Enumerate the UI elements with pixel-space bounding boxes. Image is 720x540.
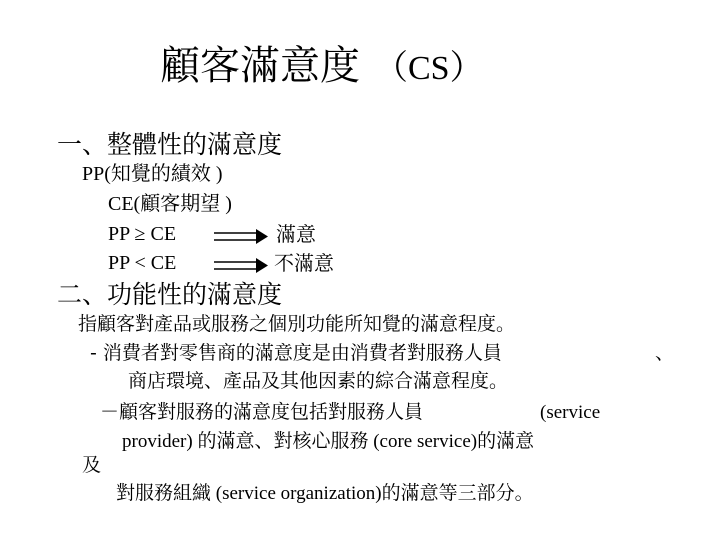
rule1-result: 滿意 [276, 222, 316, 246]
rule2-condition: PP < CE [108, 252, 177, 274]
title-suffix: （CS） [374, 50, 484, 87]
section2-heading: 二、功能性的滿意度 [57, 280, 283, 309]
point2-line3: 及 [82, 454, 102, 476]
section1-heading: 一、整體性的滿意度 [57, 130, 283, 159]
rule2-result: 不滿意 [274, 251, 334, 275]
ce-definition: CE(顧客期望 ) [108, 193, 232, 215]
point2-line2: provider) 的滿意、對核心服務 (core service)的滿意 [122, 431, 535, 452]
implies-arrow-icon [212, 258, 270, 274]
point1-comma: 、 [655, 342, 675, 364]
point1-line2: 商店環境、產品及其他因素的綜合滿意程度。 [128, 370, 509, 392]
rule1-condition: PP ≥ CE [108, 223, 177, 245]
implies-arrow-icon [212, 229, 270, 245]
definition-text: 指顧客對產品或服務之個別功能所知覺的滿意程度。 [78, 313, 516, 335]
page-title [160, 43, 484, 89]
pp-definition: PP(知覺的績效 ) [82, 163, 223, 185]
point2-line1-en: (service [540, 402, 601, 423]
title-main: 顧客滿意度 [160, 43, 360, 89]
point1-line1: - 消費者對零售商的滿意度是由消費者對服務人員 [90, 342, 502, 364]
point2-line4: 對服務組織 (service organization)的滿意等三部分。 [116, 483, 534, 504]
point2-line1: －顧客對服務的滿意度包括對服務人員 [100, 401, 424, 423]
